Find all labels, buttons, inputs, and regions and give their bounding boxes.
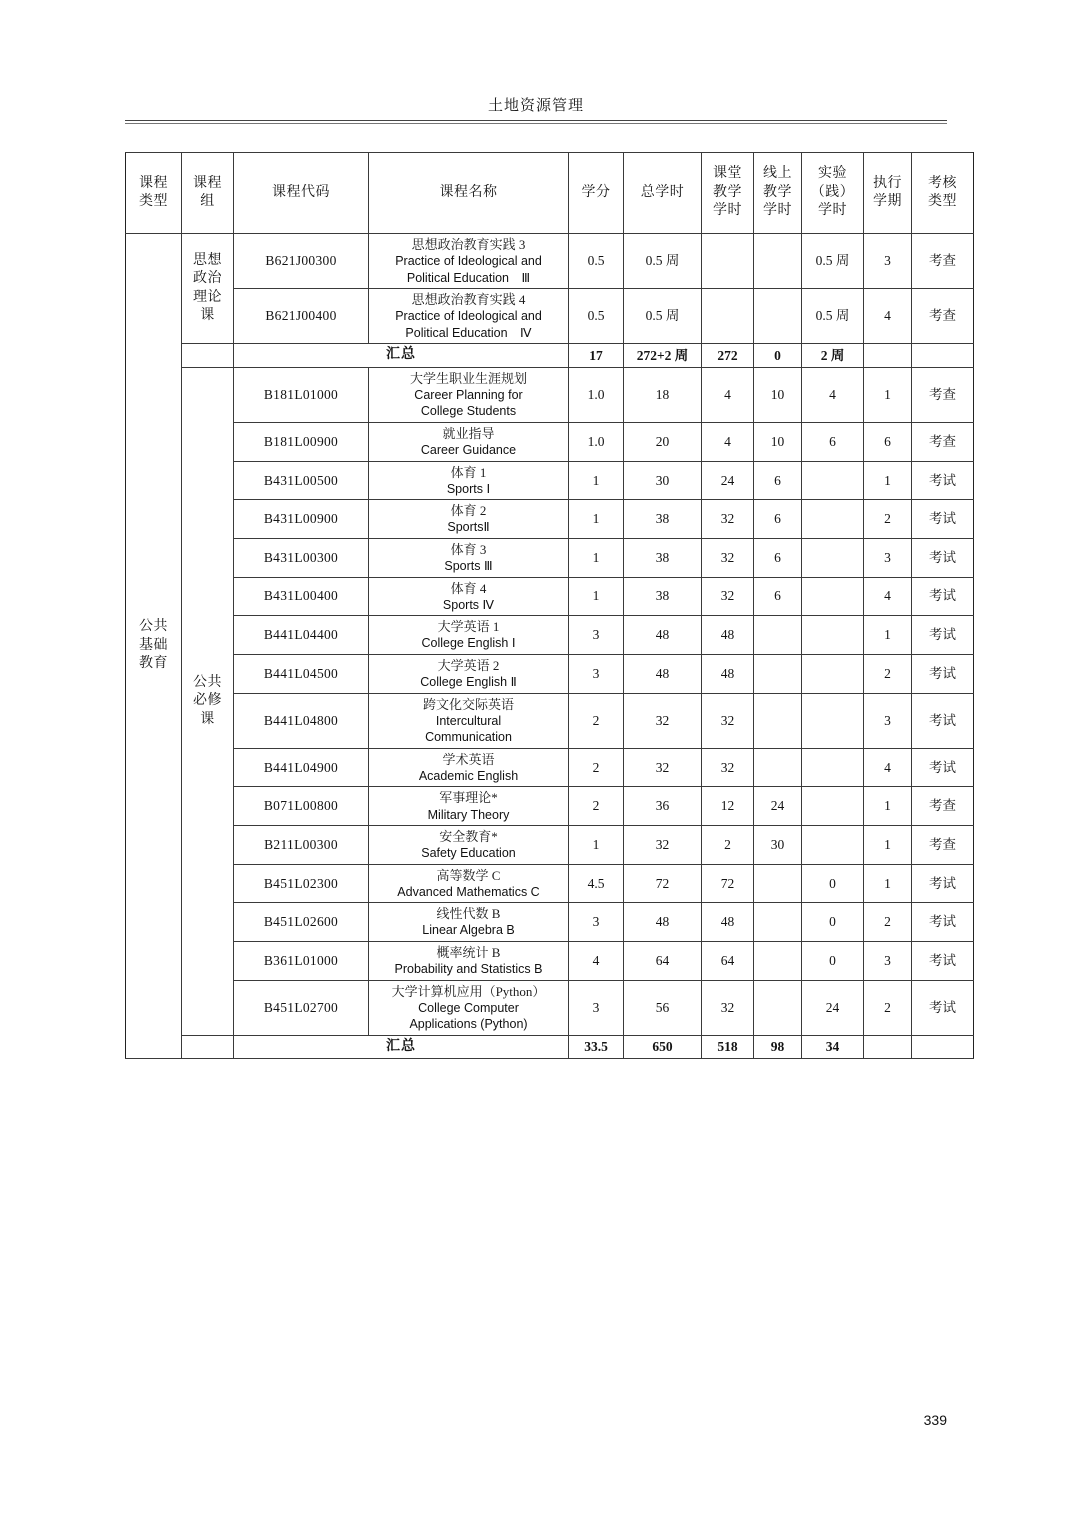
cell-lab-hours (802, 577, 864, 616)
cell-course-name (369, 864, 569, 903)
cell-credit: 3 (569, 903, 624, 942)
course-name-en: Intercultural (435, 713, 502, 728)
course-name-cn: 概率统计 B (436, 944, 501, 960)
course-name-en: Sports Ⅰ (446, 481, 491, 496)
cell-online-hours: 6 (754, 577, 802, 616)
page-number: 339 (923, 1412, 947, 1428)
cell-total-hours: 48 (624, 903, 702, 942)
course-name-en: Practice of Ideological and (395, 254, 542, 269)
course-name-en: Communication (425, 730, 512, 745)
cell-credit: 1 (569, 500, 624, 539)
course-name-cn: 学术英语 (442, 751, 495, 767)
cell-assessment-type: 考试 (912, 538, 974, 577)
cell-course-name (369, 787, 569, 826)
course-name-en: College English Ⅰ (421, 636, 516, 651)
cell-summary-classroom-hours: 272 (702, 344, 754, 367)
cell-assessment-type: 考试 (912, 693, 974, 748)
cell-classroom-hours: 32 (702, 693, 754, 748)
cell-credit: 4 (569, 941, 624, 980)
table-row (126, 941, 974, 980)
cell-course-code: B441L04400 (234, 616, 369, 655)
course-name-cn: 军事理论* (439, 790, 498, 806)
course-name-cn: 体育 1 (450, 464, 487, 480)
running-header (125, 96, 947, 124)
cell-summary-term (864, 1035, 912, 1058)
course-name-en: SportsⅡ (447, 520, 490, 535)
column-header-classroom: 课堂 教学 学时 (702, 153, 754, 234)
cell-classroom-hours (702, 234, 754, 289)
table-row (126, 980, 974, 1035)
column-header-assess: 考核 类型 (912, 153, 974, 234)
cell-credit: 4.5 (569, 864, 624, 903)
cell-course-group: 公共 必修 课 (182, 367, 234, 1035)
course-schedule-table (125, 152, 974, 1059)
cell-summary-lab-hours: 2 周 (802, 344, 864, 367)
cell-course-name (369, 289, 569, 344)
cell-classroom-hours: 24 (702, 461, 754, 500)
cell-online-hours (754, 654, 802, 693)
cell-term: 1 (864, 461, 912, 500)
cell-online-hours (754, 941, 802, 980)
cell-credit: 1 (569, 538, 624, 577)
cell-total-hours: 64 (624, 941, 702, 980)
table-summary-row (126, 1035, 974, 1058)
cell-lab-hours (802, 748, 864, 787)
cell-course-code: B431L00400 (234, 577, 369, 616)
course-name-cn: 跨文化交际英语 (422, 696, 514, 712)
cell-course-name (369, 577, 569, 616)
cell-course-name (369, 903, 569, 942)
cell-summary-total-hours: 650 (624, 1035, 702, 1058)
cell-total-hours: 38 (624, 577, 702, 616)
cell-assessment-type: 考试 (912, 980, 974, 1035)
column-header-online: 线上 教学 学时 (754, 153, 802, 234)
cell-credit: 1.0 (569, 367, 624, 422)
course-name-cn: 线性代数 B (436, 906, 501, 922)
course-name-en: Practice of Ideological and (395, 309, 542, 324)
cell-term: 3 (864, 693, 912, 748)
cell-lab-hours: 0 (802, 903, 864, 942)
course-name-en: Military Theory (427, 807, 510, 822)
course-name-cn: 体育 4 (450, 580, 487, 596)
cell-total-hours: 38 (624, 500, 702, 539)
cell-credit: 1 (569, 826, 624, 865)
course-name-en: Political Education Ⅲ (406, 270, 531, 285)
course-name-cn: 高等数学 C (436, 867, 501, 883)
cell-term: 3 (864, 941, 912, 980)
cell-online-hours: 6 (754, 500, 802, 539)
cell-total-hours: 48 (624, 654, 702, 693)
course-schedule-body (126, 153, 974, 1059)
cell-total-hours: 0.5 周 (624, 234, 702, 289)
cell-lab-hours (802, 538, 864, 577)
cell-online-hours (754, 234, 802, 289)
table-row (126, 693, 974, 748)
cell-assessment-type: 考试 (912, 864, 974, 903)
cell-lab-hours (802, 693, 864, 748)
cell-classroom-hours: 32 (702, 577, 754, 616)
column-header-lab: 实验 （践） 学时 (802, 153, 864, 234)
cell-online-hours: 30 (754, 826, 802, 865)
course-name-en: College English Ⅱ (420, 675, 517, 690)
cell-term: 3 (864, 234, 912, 289)
cell-credit: 3 (569, 616, 624, 655)
cell-online-hours (754, 289, 802, 344)
cell-course-name (369, 367, 569, 422)
cell-summary-term (864, 344, 912, 367)
table-row (126, 422, 974, 461)
cell-online-hours (754, 693, 802, 748)
table-row (126, 787, 974, 826)
cell-term: 6 (864, 422, 912, 461)
table-row (126, 461, 974, 500)
running-header-title: 土地资源管理 (487, 98, 584, 114)
table-row (126, 234, 974, 289)
cell-term: 4 (864, 577, 912, 616)
cell-term: 1 (864, 616, 912, 655)
cell-course-code: B361L01000 (234, 941, 369, 980)
cell-course-name (369, 826, 569, 865)
cell-course-code: B451L02600 (234, 903, 369, 942)
cell-summary-assessment (912, 344, 974, 367)
cell-summary-assessment (912, 1035, 974, 1058)
cell-online-hours: 24 (754, 787, 802, 826)
cell-course-code: B431L00500 (234, 461, 369, 500)
cell-summary-lab-hours: 34 (802, 1035, 864, 1058)
cell-online-hours (754, 980, 802, 1035)
cell-term: 4 (864, 748, 912, 787)
cell-course-code: B071L00800 (234, 787, 369, 826)
cell-classroom-hours: 4 (702, 422, 754, 461)
cell-lab-hours (802, 787, 864, 826)
cell-course-code: B431L00300 (234, 538, 369, 577)
cell-course-code: B441L04500 (234, 654, 369, 693)
course-name-cn: 安全教育* (439, 829, 498, 844)
cell-summary-total-hours: 272+2 周 (624, 344, 702, 367)
table-row (126, 826, 974, 865)
cell-course-name (369, 500, 569, 539)
cell-course-name (369, 616, 569, 655)
cell-classroom-hours: 72 (702, 864, 754, 903)
cell-assessment-type: 考查 (912, 367, 974, 422)
cell-course-category: 公共 基础 教育 (126, 234, 182, 1059)
course-name-en: College Students (420, 404, 517, 419)
cell-total-hours: 72 (624, 864, 702, 903)
header-rule (125, 120, 947, 124)
cell-course-code: B621J00300 (234, 234, 369, 289)
cell-credit: 1 (569, 577, 624, 616)
cell-credit: 2 (569, 787, 624, 826)
cell-summary-classroom-hours: 518 (702, 1035, 754, 1058)
cell-assessment-type: 考查 (912, 787, 974, 826)
table-row (126, 903, 974, 942)
cell-assessment-type: 考试 (912, 616, 974, 655)
cell-online-hours: 6 (754, 538, 802, 577)
cell-course-name (369, 461, 569, 500)
cell-term: 1 (864, 826, 912, 865)
cell-assessment-type: 考试 (912, 577, 974, 616)
cell-assessment-type: 考查 (912, 422, 974, 461)
column-header-total: 总学时 (624, 153, 702, 234)
cell-online-hours (754, 748, 802, 787)
table-row (126, 538, 974, 577)
cell-lab-hours: 0.5 周 (802, 289, 864, 344)
table-row (126, 748, 974, 787)
cell-summary-group-spacer (182, 344, 234, 367)
course-name-en: Career Guidance (420, 443, 517, 458)
cell-total-hours: 30 (624, 461, 702, 500)
course-schedule-table-wrapper (125, 152, 957, 1059)
cell-assessment-type: 考查 (912, 234, 974, 289)
cell-classroom-hours: 2 (702, 826, 754, 865)
course-name-cn: 大学计算机应用（Python） (391, 983, 546, 999)
course-name-cn: 就业指导 (442, 425, 495, 441)
cell-course-name (369, 234, 569, 289)
cell-assessment-type: 考试 (912, 748, 974, 787)
cell-lab-hours: 4 (802, 367, 864, 422)
cell-classroom-hours: 48 (702, 903, 754, 942)
cell-credit: 2 (569, 748, 624, 787)
course-name-en: Sports Ⅲ (444, 559, 493, 574)
cell-term: 2 (864, 500, 912, 539)
cell-credit: 2 (569, 693, 624, 748)
cell-classroom-hours: 64 (702, 941, 754, 980)
cell-classroom-hours: 48 (702, 654, 754, 693)
cell-classroom-hours: 32 (702, 538, 754, 577)
column-header-credit: 学分 (569, 153, 624, 234)
cell-assessment-type: 考查 (912, 826, 974, 865)
cell-lab-hours: 0 (802, 941, 864, 980)
cell-summary-online-hours: 0 (754, 344, 802, 367)
cell-term: 1 (864, 787, 912, 826)
cell-assessment-type: 考试 (912, 500, 974, 539)
cell-credit: 3 (569, 980, 624, 1035)
column-header-name: 课程名称 (369, 153, 569, 234)
course-name-en: Applications (Python) (409, 1017, 528, 1032)
cell-lab-hours (802, 500, 864, 539)
course-name-en: Political Education Ⅳ (405, 325, 532, 340)
cell-classroom-hours: 32 (702, 748, 754, 787)
cell-course-name (369, 748, 569, 787)
cell-online-hours (754, 903, 802, 942)
course-name-cn: 体育 3 (450, 541, 487, 557)
table-row (126, 864, 974, 903)
cell-lab-hours (802, 461, 864, 500)
cell-lab-hours: 24 (802, 980, 864, 1035)
cell-lab-hours: 0 (802, 864, 864, 903)
cell-summary-label: 汇总 (234, 344, 569, 367)
cell-summary-credit: 33.5 (569, 1035, 624, 1058)
cell-course-name (369, 941, 569, 980)
course-name-cn: 思想政治教育实践 4 (411, 292, 526, 308)
cell-course-code: B181L00900 (234, 422, 369, 461)
cell-course-name (369, 980, 569, 1035)
cell-total-hours: 32 (624, 748, 702, 787)
cell-lab-hours (802, 826, 864, 865)
cell-total-hours: 38 (624, 538, 702, 577)
course-name-en: Advanced Mathematics C (397, 884, 540, 899)
course-name-en: Career Planning for (414, 387, 523, 402)
table-header-row (126, 153, 974, 234)
table-row (126, 577, 974, 616)
cell-total-hours: 20 (624, 422, 702, 461)
cell-assessment-type: 考试 (912, 461, 974, 500)
cell-course-code: B441L04800 (234, 693, 369, 748)
cell-term: 1 (864, 864, 912, 903)
course-name-cn: 思想政治教育实践 3 (411, 237, 526, 252)
column-header-type: 课程 类型 (126, 153, 182, 234)
cell-online-hours (754, 864, 802, 903)
course-name-en: Probability and Statistics B (394, 962, 543, 977)
table-row (126, 654, 974, 693)
column-header-term: 执行 学期 (864, 153, 912, 234)
cell-course-code: B431L00900 (234, 500, 369, 539)
cell-lab-hours: 0.5 周 (802, 234, 864, 289)
cell-lab-hours (802, 654, 864, 693)
cell-online-hours: 10 (754, 367, 802, 422)
cell-course-name (369, 693, 569, 748)
table-row (126, 289, 974, 344)
cell-classroom-hours: 32 (702, 980, 754, 1035)
cell-course-code: B441L04900 (234, 748, 369, 787)
cell-online-hours: 6 (754, 461, 802, 500)
cell-total-hours: 0.5 周 (624, 289, 702, 344)
cell-total-hours: 32 (624, 826, 702, 865)
cell-term: 2 (864, 980, 912, 1035)
cell-term: 4 (864, 289, 912, 344)
course-name-en: Academic English (418, 768, 519, 783)
cell-course-group: 思想 政治 理论 课 (182, 234, 234, 344)
cell-term: 2 (864, 654, 912, 693)
table-summary-row (126, 344, 974, 367)
cell-assessment-type: 考试 (912, 941, 974, 980)
table-row (126, 367, 974, 422)
cell-term: 3 (864, 538, 912, 577)
cell-lab-hours: 6 (802, 422, 864, 461)
cell-total-hours: 48 (624, 616, 702, 655)
cell-course-code: B181L01000 (234, 367, 369, 422)
cell-credit: 0.5 (569, 234, 624, 289)
cell-term: 2 (864, 903, 912, 942)
cell-term: 1 (864, 367, 912, 422)
course-name-en: College Computer (418, 1000, 519, 1015)
column-header-group: 课程 组 (182, 153, 234, 234)
column-header-code: 课程代码 (234, 153, 369, 234)
table-row (126, 500, 974, 539)
cell-course-code: B621J00400 (234, 289, 369, 344)
cell-classroom-hours: 12 (702, 787, 754, 826)
cell-classroom-hours: 4 (702, 367, 754, 422)
cell-total-hours: 18 (624, 367, 702, 422)
cell-total-hours: 36 (624, 787, 702, 826)
cell-online-hours: 10 (754, 422, 802, 461)
cell-course-name (369, 422, 569, 461)
course-name-cn: 大学英语 2 (437, 657, 500, 673)
cell-assessment-type: 考查 (912, 289, 974, 344)
cell-classroom-hours: 32 (702, 500, 754, 539)
cell-credit: 0.5 (569, 289, 624, 344)
cell-total-hours: 32 (624, 693, 702, 748)
cell-course-name (369, 654, 569, 693)
course-name-en: Safety Education (421, 846, 516, 861)
course-name-en: Linear Algebra B (422, 923, 515, 938)
cell-course-code: B451L02700 (234, 980, 369, 1035)
cell-summary-group-spacer (182, 1035, 234, 1058)
cell-classroom-hours: 48 (702, 616, 754, 655)
cell-credit: 1 (569, 461, 624, 500)
cell-assessment-type: 考试 (912, 654, 974, 693)
cell-course-code: B211L00300 (234, 826, 369, 865)
cell-online-hours (754, 616, 802, 655)
course-name-cn: 大学生职业生涯规划 (409, 370, 527, 386)
course-name-cn: 大学英语 1 (437, 619, 500, 635)
cell-summary-label: 汇总 (234, 1035, 569, 1058)
cell-assessment-type: 考试 (912, 903, 974, 942)
cell-credit: 3 (569, 654, 624, 693)
course-name-cn: 体育 2 (450, 503, 487, 519)
cell-lab-hours (802, 616, 864, 655)
cell-classroom-hours (702, 289, 754, 344)
course-name-en: Sports Ⅳ (442, 597, 495, 612)
cell-course-code: B451L02300 (234, 864, 369, 903)
cell-course-name (369, 538, 569, 577)
cell-credit: 1.0 (569, 422, 624, 461)
cell-total-hours: 56 (624, 980, 702, 1035)
cell-summary-credit: 17 (569, 344, 624, 367)
table-row (126, 616, 974, 655)
cell-summary-online-hours: 98 (754, 1035, 802, 1058)
